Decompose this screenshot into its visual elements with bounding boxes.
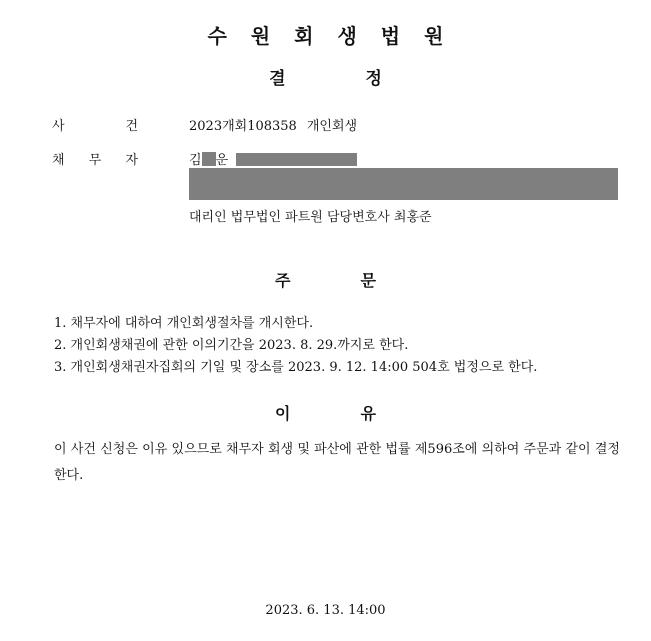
id-redaction — [236, 153, 357, 166]
debtor-name-first: 김 — [189, 153, 202, 168]
address-redaction — [189, 168, 618, 200]
order-title-left: 주 — [275, 271, 291, 290]
court-name: 수원회생법원 — [207, 24, 468, 48]
reason-title-right: 유 — [360, 404, 376, 423]
case-type: 개인회생 — [306, 119, 358, 134]
reason-title-left: 이 — [275, 404, 291, 423]
debtor-representative: 대리인 법무법인 파트원 담당변호사 최홍준 — [189, 210, 432, 225]
reason-section-title — [0, 401, 651, 424]
debtor-label-char: 자 — [125, 153, 138, 168]
debtor-label-char: 채 — [52, 153, 65, 168]
order-item: 2. 개인회생채권에 관한 이의기간을 2023. 8. 29.까지로 한다. — [54, 338, 409, 353]
name-redaction — [202, 152, 216, 166]
order-item: 1. 채무자에 대하여 개인회생절차를 개시한다. — [54, 316, 314, 331]
debtor-name — [189, 149, 357, 168]
case-label — [52, 115, 138, 134]
case-info — [189, 115, 357, 134]
document-title-right: 정 — [365, 69, 382, 89]
case-label-char: 사 — [52, 119, 65, 134]
document-title-left: 결 — [269, 69, 286, 89]
debtor-name-last: 운 — [215, 153, 229, 168]
decision-date: 2023. 6. 13. 14:00 — [265, 603, 386, 618]
order-title-right: 문 — [360, 271, 376, 290]
order-section-title — [0, 268, 651, 291]
case-label-char: 건 — [125, 119, 138, 134]
document-title — [0, 64, 651, 89]
reason-text: 이 사건 신청은 이유 있으므로 채무자 회생 및 파산에 관한 법률 제596조에 의하여 주문과 같이 결정한다. — [54, 442, 620, 483]
case-number: 2023개회108358 — [189, 119, 297, 134]
debtor-label-char: 무 — [88, 153, 102, 168]
order-item: 3. 개인회생채권자집회의 기일 및 장소를 2023. 9. 12. 14:00 504호 법정으로 한다. — [54, 360, 538, 375]
debtor-label — [52, 149, 138, 168]
